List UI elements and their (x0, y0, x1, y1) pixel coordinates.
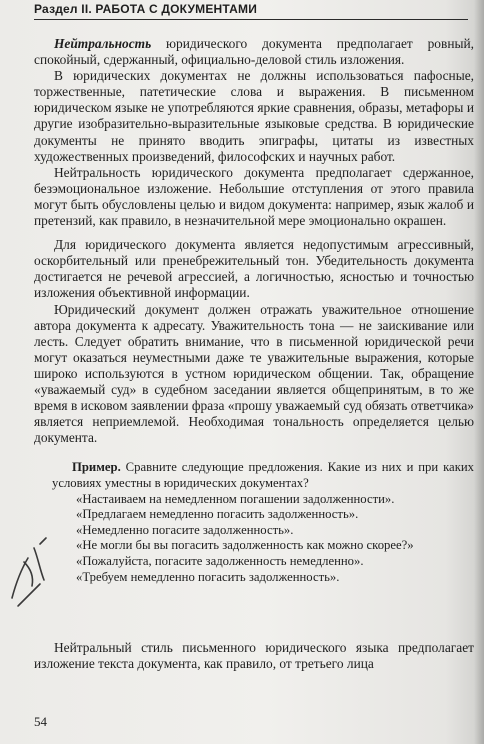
example-list (52, 492, 474, 586)
page-number: 54 (34, 714, 47, 729)
example-item: «Немедленно погасите задолженность». (76, 522, 294, 537)
spine-shadow (474, 0, 484, 744)
paragraph-respect: Юридический документ должен отражать уважительное отношение автора документа к адресату. Уважительность тона — не заискивание или лесть. Следует обратить внимание, что в письменной юридической речи могут оказаться неуместными даже те уважительные выражения, которые широко используются в устном юридическом общении. Так, обращение «уважаемый суд» в судебном заседании является общепринятым, в то же время в исковом заявлении фраза «прошу уважаемый суд обязать ответчика» является неприемлемой. Необходимая тональность определяется целью документа. (34, 301, 474, 446)
paragraph-no-aggression: Для юридического документа является недопустимым агрессивный, оскорбительный или пренебрежительный тон. Убедительность документа достигается не речевой агрессией, а логичностью, ясностью и точностью изложения объективной информации. (34, 237, 474, 301)
example-item: «Требуем немедленно погасить задолженность». (76, 569, 340, 584)
paragraph-neutrality (34, 36, 474, 68)
main-text (34, 36, 474, 585)
paragraph-third-person: Нейтральный стиль письменного юридического языка предполагает изложение текста документа, как правило, от третьего лица (34, 640, 474, 672)
example-item: «Пожалуйста, погасите задолженность немедленно». (76, 553, 364, 568)
example-question-text: Сравните следующие предложения. Какие из них и при каких условиях уместны в юридических документах? (52, 460, 474, 490)
example-item: «Не могли бы вы погасить задолженность как можно скорее?» (76, 538, 414, 553)
running-header: Раздел II. РАБОТА С ДОКУМЕНТАМИ (34, 2, 468, 20)
example-item: «Предлагаем немедленно погасить задолженность». (76, 507, 359, 522)
handwritten-mark (4, 528, 52, 610)
keyword-neutrality: Нейтральность (54, 36, 152, 51)
final-text (34, 640, 474, 672)
paragraph-no-pathos: В юридических документах не должны использоваться пафосные, торжественные, патетические слова и выражения. В письменном юридическом языке не употребляются яркие сравнения, образы, метафоры и другие изобразительно-выразительные языковые средства. В юридические документы не принято вводить эпиграфы, цитаты из известных художественных произведений, философских и научных работ. (34, 68, 474, 164)
example-label: Пример. (72, 460, 121, 475)
example-block (52, 460, 474, 585)
paragraph-restrained: Нейтральность юридического документа предполагает сдержанное, безэмоциональное изложение. Небольшие отступления от этого правила могут быть обусловлены целью и видом документа: например, язык жалоб и претензий, как правило, в незначительной мере эмоционально окрашен. (34, 164, 474, 229)
paragraph-text: юридического документа предполагает ровный, спокойный, сдержанный, официально-деловой стиль изложения. (34, 36, 474, 68)
example-question (52, 460, 474, 491)
example-item: «Настаиваем на немедленном погашении задолженности». (76, 491, 395, 506)
